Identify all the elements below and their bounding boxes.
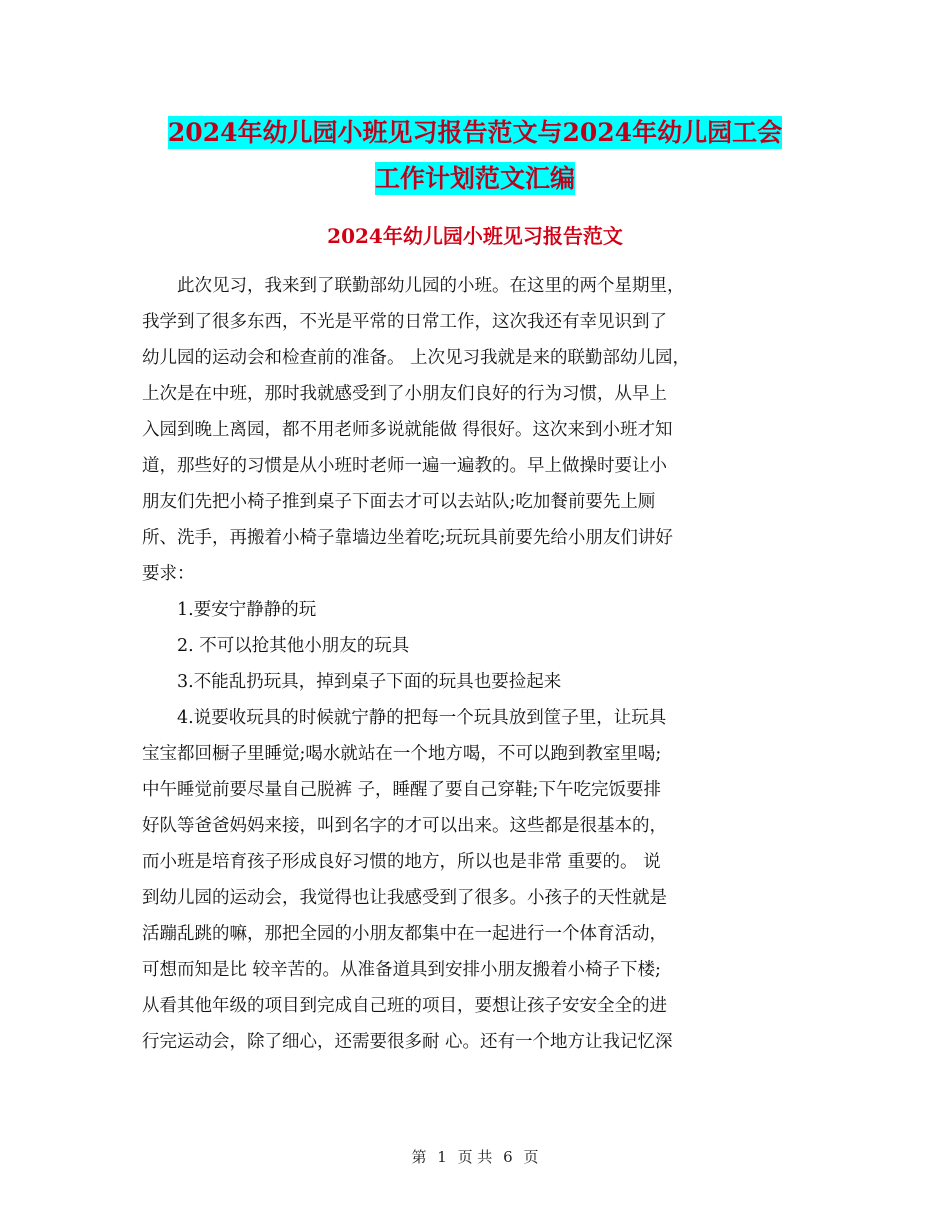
list-item-2: 2. 不可以抢其他小朋友的玩具	[177, 636, 410, 656]
body-line: 而小班是培育孩子形成良好习惯的地方，所以也是非常 重要的。 说	[142, 852, 661, 872]
body-line: 宝宝都回橱子里睡觉;喝水就站在一个地方喝，不可以跑到教室里喝;	[142, 744, 662, 764]
body-line: 好队等爸爸妈妈来接，叫到名字的才可以出来。这些都是很基本的，	[142, 816, 667, 836]
body-line: 到幼儿园的运动会，我觉得也让我感受到了很多。小孩子的天性就是	[142, 888, 667, 908]
page-footer	[0, 1146, 950, 1168]
body-line: 幼儿园的运动会和检查前的准备。 上次见习我就是来的联勤部幼儿园，	[142, 348, 691, 368]
list-item-4: 4.说要收玩具的时候就宁静的把每一个玩具放到筐子里，让玩具	[177, 708, 667, 728]
title-line-1: 2024年幼儿园小班见习报告范文与2024年幼儿园工会	[167, 118, 783, 147]
body-line: 此次见习，我来到了联勤部幼儿园的小班。在这里的两个星期里，	[177, 276, 685, 296]
body-line: 可想而知是比 较辛苦的。从准备道具到安排小朋友搬着小椅子下楼;	[142, 960, 661, 980]
body-line: 要求：	[142, 564, 195, 584]
body-line: 我学到了很多东西，不光是平常的日常工作，这次我还有幸见识到了	[142, 312, 667, 332]
body-line: 所、洗手，再搬着小椅子靠墙边坐着吃;玩玩具前要先给小朋友们讲好	[142, 528, 673, 548]
list-item-3: 3.不能乱扔玩具，掉到桌子下面的玩具也要捡起来	[177, 672, 562, 692]
page-total: 6	[503, 1148, 513, 1166]
document-title	[0, 110, 950, 202]
body-line: 上次是在中班，那时我就感受到了小朋友们良好的行为习惯，从早上	[142, 384, 667, 404]
footer-mid: 页 共	[457, 1148, 493, 1166]
list-item-1: 1.要安宁静静的玩	[177, 600, 317, 620]
document-body	[142, 268, 808, 1060]
section-title: 2024年幼儿园小班见习报告范文	[327, 224, 623, 248]
footer-suffix: 页	[523, 1148, 539, 1166]
body-line: 道，那些好的习惯是从小班时老师一遍一遍教的。早上做操时要让小	[142, 456, 667, 476]
body-line: 中午睡觉前要尽量自己脱裤 子，睡醒了要自己穿鞋;下午吃完饭要排	[142, 780, 661, 800]
body-line: 从看其他年级的项目到完成自己班的项目，要想让孩子安安全全的进	[142, 996, 667, 1016]
title-line-2: 工作计划范文汇编	[374, 164, 575, 193]
page-number: 1	[437, 1148, 447, 1166]
footer-prefix: 第	[411, 1148, 427, 1166]
body-line: 入园到晚上离园，都不用老师多说就能做 得很好。这次来到小班才知	[142, 420, 673, 440]
body-line: 活蹦乱跳的嘛，那把全园的小朋友都集中在一起进行一个体育活动，	[142, 924, 667, 944]
body-line: 朋友们先把小椅子推到桌子下面去才可以去站队;吃加餐前要先上厕	[142, 492, 656, 512]
body-line: 行完运动会，除了细心，还需要很多耐 心。还有一个地方让我记忆深	[142, 1032, 673, 1052]
